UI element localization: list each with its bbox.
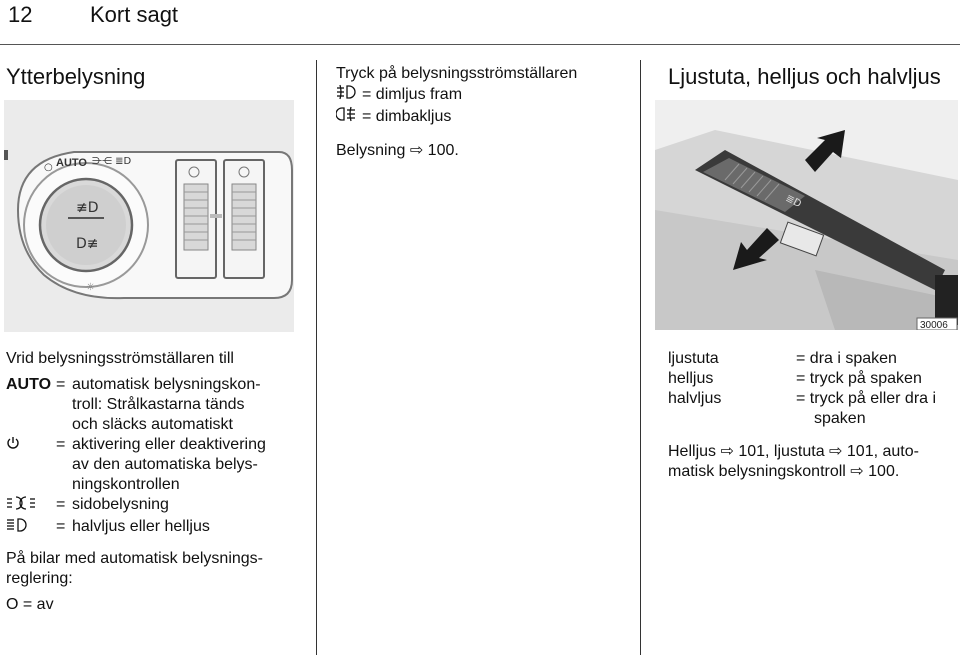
def-term: helljus xyxy=(668,370,714,387)
auto-leveling-note: På bilar med automatisk belysnings- reglering: xyxy=(6,550,264,587)
def-row-sidelights xyxy=(6,495,306,517)
front-fog-light-icon xyxy=(336,84,356,106)
rear-fog-light-icon xyxy=(336,106,356,128)
fog-light-instructions: Tryck på belysningsströmställaren = dimljus fram = dimbakljus xyxy=(336,64,577,128)
column-divider-2 xyxy=(640,60,641,655)
headlight-icon xyxy=(6,517,56,539)
svg-text:☼: ☼ xyxy=(86,282,95,293)
light-switch-illustration xyxy=(4,100,294,332)
def-text: halvljus eller helljus xyxy=(72,518,210,535)
power-icon xyxy=(6,435,56,495)
indicator-stalk-drawing xyxy=(655,100,958,330)
stalk-functions-table xyxy=(668,349,953,429)
def-symbol-auto: AUTO xyxy=(6,376,52,393)
svg-text:⋺⋲ ≣D: ⋺⋲ ≣D xyxy=(92,156,132,167)
def-text: = tryck på spaken xyxy=(796,370,922,387)
stalk-illustration xyxy=(655,100,958,330)
def-row-flash xyxy=(668,349,953,369)
lighting-reference[interactable]: Belysning ⇨ 100. xyxy=(336,142,459,159)
def-row-power xyxy=(6,435,306,495)
def-equals: = xyxy=(56,376,66,393)
page-number: 12 xyxy=(8,2,33,27)
section-title-exterior-lighting: Ytterbelysning xyxy=(6,64,146,89)
def-text: sidobelysning xyxy=(72,496,169,513)
light-switch-drawing xyxy=(4,100,294,332)
header-divider xyxy=(0,44,960,45)
svg-text:≢D: ≢D xyxy=(76,200,99,216)
figure-number: 30006 xyxy=(920,320,948,330)
section-title-headlight-flash: Ljustuta, helljus och halvljus xyxy=(668,64,941,89)
def-text: = tryck på eller dra i spaken xyxy=(796,390,937,427)
intro-text: Vrid belysningsströmställaren till xyxy=(6,350,234,367)
def-row-low-beam xyxy=(668,389,953,429)
def-text: aktivering eller deaktivering av den automatiska belys- ningskontrollen xyxy=(72,436,266,493)
svg-text:○: ○ xyxy=(44,162,53,173)
def-row-high-beam xyxy=(668,369,953,389)
def-row-headlights xyxy=(6,517,306,539)
switch-positions-table xyxy=(6,375,306,539)
def-text: = dra i spaken xyxy=(796,350,897,367)
svg-text:AUTO: AUTO xyxy=(56,157,87,169)
page-header-title: Kort sagt xyxy=(90,2,179,27)
def-term: halvljus xyxy=(668,390,722,407)
def-text: automatisk belysningskon- troll: Strålkastarna tänds och släcks automatiskt xyxy=(72,376,261,433)
off-definition: O = av xyxy=(6,596,54,613)
sidelight-icon xyxy=(6,495,56,517)
column-divider-1 xyxy=(316,60,317,655)
def-equals: = xyxy=(56,518,66,535)
def-row-auto xyxy=(6,375,306,435)
def-equals: = xyxy=(56,496,66,513)
svg-text:D≢: D≢ xyxy=(76,236,99,252)
def-term: ljustuta xyxy=(668,350,719,367)
references-text[interactable]: Helljus ⇨ 101, ljustuta ⇨ 101, auto- matisk belysningskontroll ⇨ 100. xyxy=(668,443,919,480)
svg-text:≣D: ≣D xyxy=(783,192,803,211)
def-equals: = xyxy=(56,436,66,453)
